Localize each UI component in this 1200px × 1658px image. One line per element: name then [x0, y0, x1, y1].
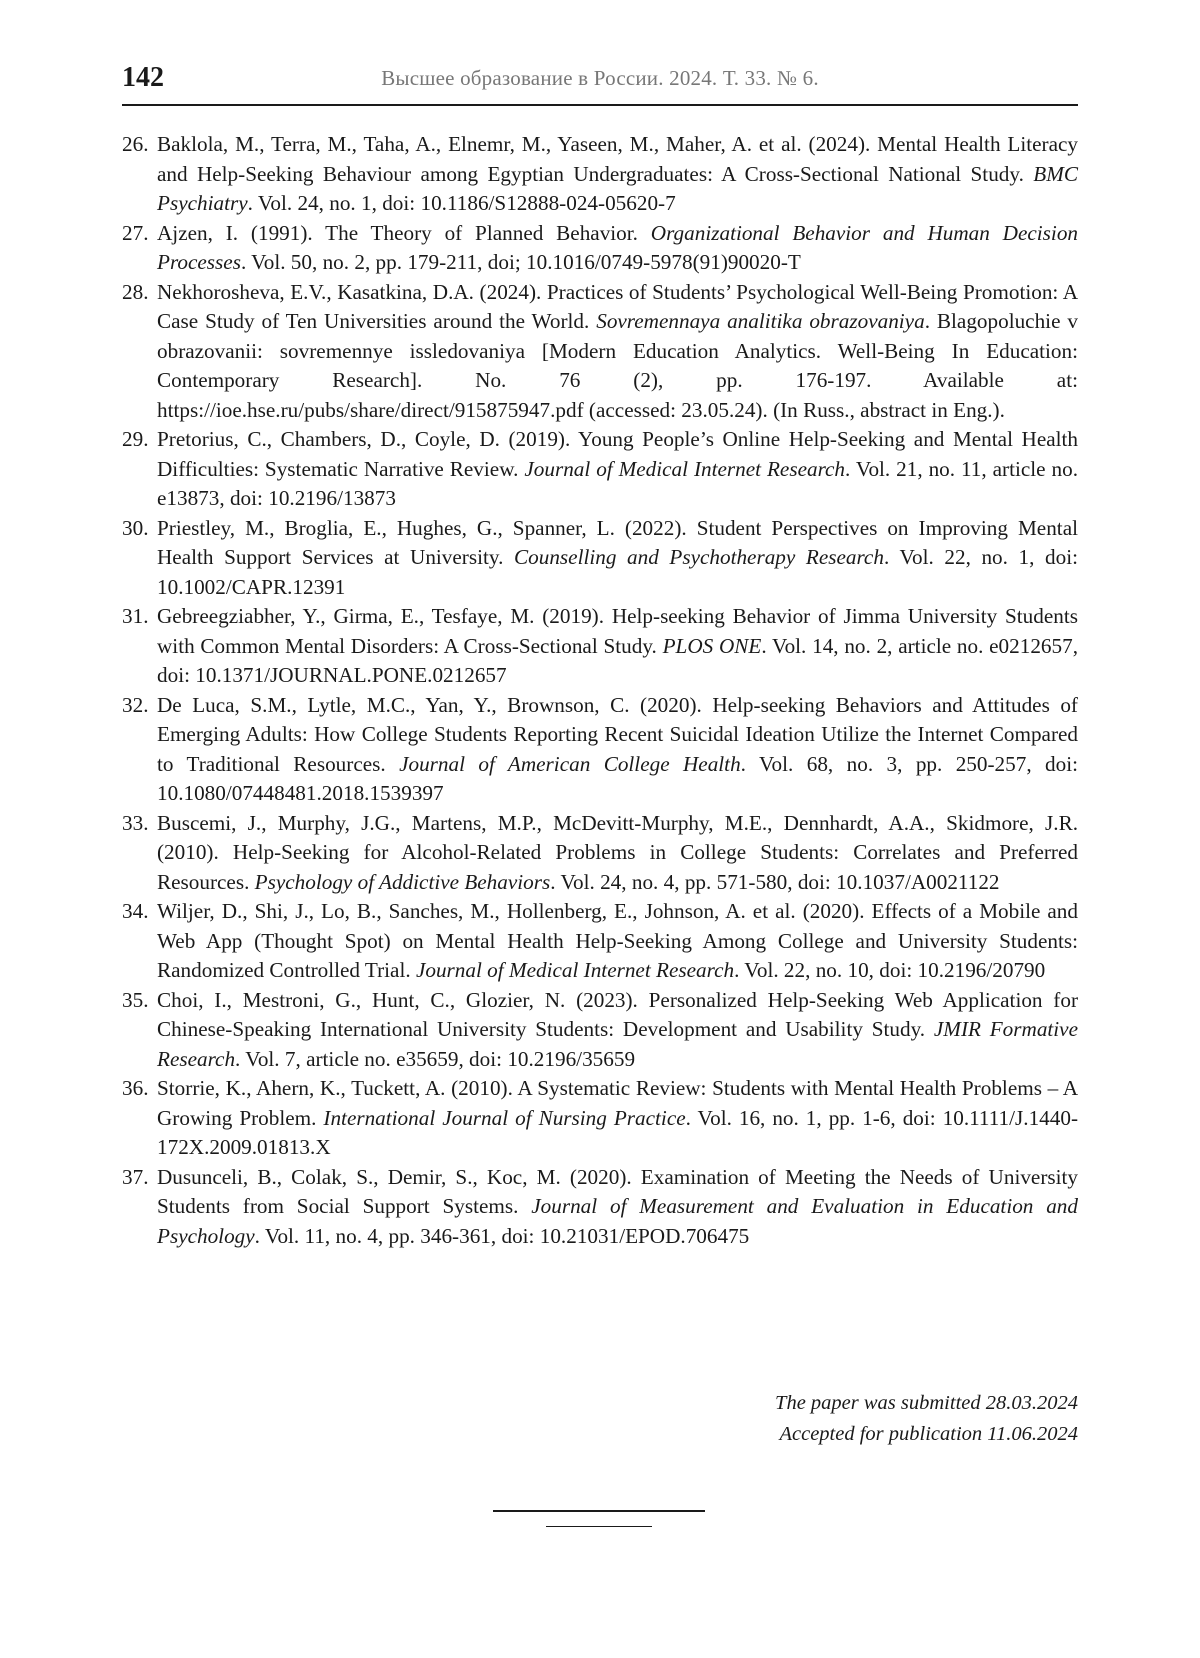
reference-journal: Journal of Medical Internet Research — [524, 456, 846, 481]
reference-details: . Vol. 50, no. 2, pp. 179-211, doi; 10.1016/0749-5978(91)90020-T — [240, 250, 801, 274]
reference-number: 28. — [122, 279, 149, 304]
reference-journal: International Journal of Nursing Practice — [323, 1105, 686, 1130]
reference-text: De Luca, S.M., Lytle, M.C., Yan, Y., Brownson, C. (2020). Help-seeking Behaviors and Attitudes of Emerging Adults: How College Students Reporting Recent Suicidal Ideation Utilize the Internet Compared to Traditional Resources. — [157, 692, 1078, 776]
reference-details: . Vol. 24, no. 1, doi: 10.1186/S12888-024-05620-7 — [247, 191, 676, 215]
reference-journal: Journal of American College Health — [399, 751, 741, 776]
reference-number: 29. — [122, 427, 149, 451]
reference-item — [122, 278, 1078, 426]
reference-number: 31. — [122, 604, 149, 628]
submitted-date: The paper was submitted 28.03.2024 — [775, 1392, 1078, 1414]
reference-journal: PLOS ONE — [662, 633, 762, 658]
reference-journal: JMIR Formative Research — [157, 1017, 1078, 1071]
reference-journal: Journal of Measurement and Evaluation in Education and Psychology — [157, 1194, 1078, 1248]
reference-text: Storrie, K., Ahern, K., Tuckett, A. (2010). A Systematic Review: Students with Mental Health Problems – A Growing Problem. — [157, 1076, 1078, 1130]
reference-details: . Vol. 16, no. 1, pp. 1-6, doi: 10.1111/J.1440-172X.2009.01813.X — [157, 1105, 1078, 1159]
accepted-date: Accepted for publication 11.06.2024 — [779, 1423, 1078, 1445]
reference-number: 30. — [122, 515, 149, 540]
reference-number: 26. — [122, 132, 149, 156]
reference-text: Priestley, M., Broglia, E., Hughes, G., Spanner, L. (2022). Student Perspectives on Improving Mental Health Support Services at University. — [157, 515, 1078, 569]
reference-item — [122, 897, 1078, 986]
reference-number: 32. — [122, 692, 149, 717]
reference-journal: Counselling and Psychotherapy Research — [514, 545, 884, 569]
end-divider-long — [493, 1510, 705, 1512]
reference-list — [122, 130, 1078, 1251]
reference-details: . Vol. 68, no. 3, pp. 250-257, doi: 10.1080/07448481.2018.1539397 — [157, 751, 1078, 805]
reference-item — [122, 691, 1078, 809]
reference-text: Nekhorosheva, E.V., Kasatkina, D.A. (2024). Practices of Students’ Psychological Well-Being Promotion: A Case Study of Ten Universities around the World. — [157, 279, 1078, 333]
reference-item — [122, 130, 1078, 219]
reference-details: . Vol. 24, no. 4, pp. 571-580, doi: 10.1037/A0021122 — [550, 869, 1000, 894]
reference-item — [122, 514, 1078, 603]
page-header — [122, 58, 1078, 106]
reference-details: . Blagopoluchie v obrazovanii: sovremennye issledovaniya [Modern Education Analytics. Well-Being In Education: Contemporary Research]. No. 76 (2), pp. 176-197. Available at: https://ioe.hse.ru/pubs/share/direct/915875947.pdf (accessed: 23.05.24). (In Russ., abstract in Eng.). — [157, 309, 1078, 422]
reference-item — [122, 1163, 1078, 1252]
end-divider-short — [546, 1526, 652, 1527]
reference-text: Ajzen, I. (1991). The Theory of Planned Behavior. — [157, 220, 651, 245]
reference-details: . Vol. 11, no. 4, pp. 346-361, doi: 10.21031/EPOD.706475 — [254, 1223, 750, 1248]
reference-text: Wiljer, D., Shi, J., Lo, B., Sanches, M., Hollenberg, E., Johnson, A. et al. (2020). Effects of a Mobile and Web App (Thought Spot) on Mental Health Help-Seeking Among College and University Students: Randomized Controlled Trial. — [157, 899, 1078, 982]
reference-text: Gebreegziabher, Y., Girma, E., Tesfaye, M. (2019). Help-seeking Behavior of Jimma University Students with Common Mental Disorders: A Cross-Sectional Study. — [157, 604, 1078, 658]
reference-details: . Vol. 21, no. 11, article no. e13873, doi: 10.2196/13873 — [157, 456, 1078, 510]
running-title: Высшее образование в России. 2024. Т. 33. № 6. — [381, 66, 819, 90]
reference-details: . Vol. 22, no. 1, doi: 10.1002/CAPR.12391 — [157, 545, 1078, 599]
reference-journal: Organizational Behavior and Human Decision Processes — [157, 220, 1079, 274]
reference-journal: Psychology of Addictive Behaviors — [254, 869, 551, 894]
reference-text: Baklola, M., Terra, M., Taha, A., Elnemr, M., Yaseen, M., Maher, A. et al. (2024). Mental Health Literacy and Help-Seeking Behaviour among Egyptian Undergraduates: A Cross-Sectional National Study. — [157, 132, 1078, 186]
reference-journal: Journal of Medical Internet Research — [415, 958, 735, 982]
submission-dates — [775, 1388, 1078, 1450]
reference-number: 35. — [122, 987, 149, 1012]
reference-item — [122, 986, 1078, 1075]
reference-journal: BMC Psychiatry — [157, 161, 1078, 215]
reference-details: . Vol. 22, no. 10, doi: 10.2196/20790 — [734, 958, 1046, 982]
reference-item — [122, 425, 1078, 514]
reference-journal: Sovremennaya analitika obrazovaniya — [596, 309, 925, 333]
reference-number: 27. — [122, 220, 149, 245]
reference-text: Dusunceli, B., Colak, S., Demir, S., Koc, M. (2020). Examination of Meeting the Needs of University Students from Social Support Systems. — [157, 1164, 1078, 1218]
reference-item — [122, 602, 1078, 691]
reference-text: Pretorius, C., Chambers, D., Coyle, D. (2019). Young People’s Online Help-Seeking and Mental Health Difficulties: Systematic Narrative Review. — [157, 427, 1078, 481]
page-number: 142 — [122, 62, 164, 93]
reference-item — [122, 809, 1078, 898]
reference-text: Buscemi, J., Murphy, J.G., Martens, M.P., McDevitt-Murphy, M.E., Dennhardt, A.A., Skidmore, J.R. (2010). Help-Seeking for Alcohol-Related Problems in College Students: Correlates and Preferred Resources. — [157, 810, 1078, 894]
reference-number: 36. — [122, 1076, 149, 1100]
reference-number: 34. — [122, 899, 149, 923]
reference-item — [122, 219, 1078, 278]
reference-number: 33. — [122, 810, 149, 835]
reference-details: . Vol. 7, article no. e35659, doi: 10.2196/35659 — [235, 1046, 636, 1071]
reference-details: . Vol. 14, no. 2, article no. e0212657, doi: 10.1371/JOURNAL.PONE.0212657 — [157, 633, 1078, 687]
reference-item — [122, 1074, 1078, 1163]
reference-number: 37. — [122, 1164, 149, 1189]
reference-text: Choi, I., Mestroni, G., Hunt, C., Glozier, N. (2023). Personalized Help-Seeking Web Application for Chinese-Speaking International University Students: Development and Usability Study. — [157, 987, 1078, 1041]
